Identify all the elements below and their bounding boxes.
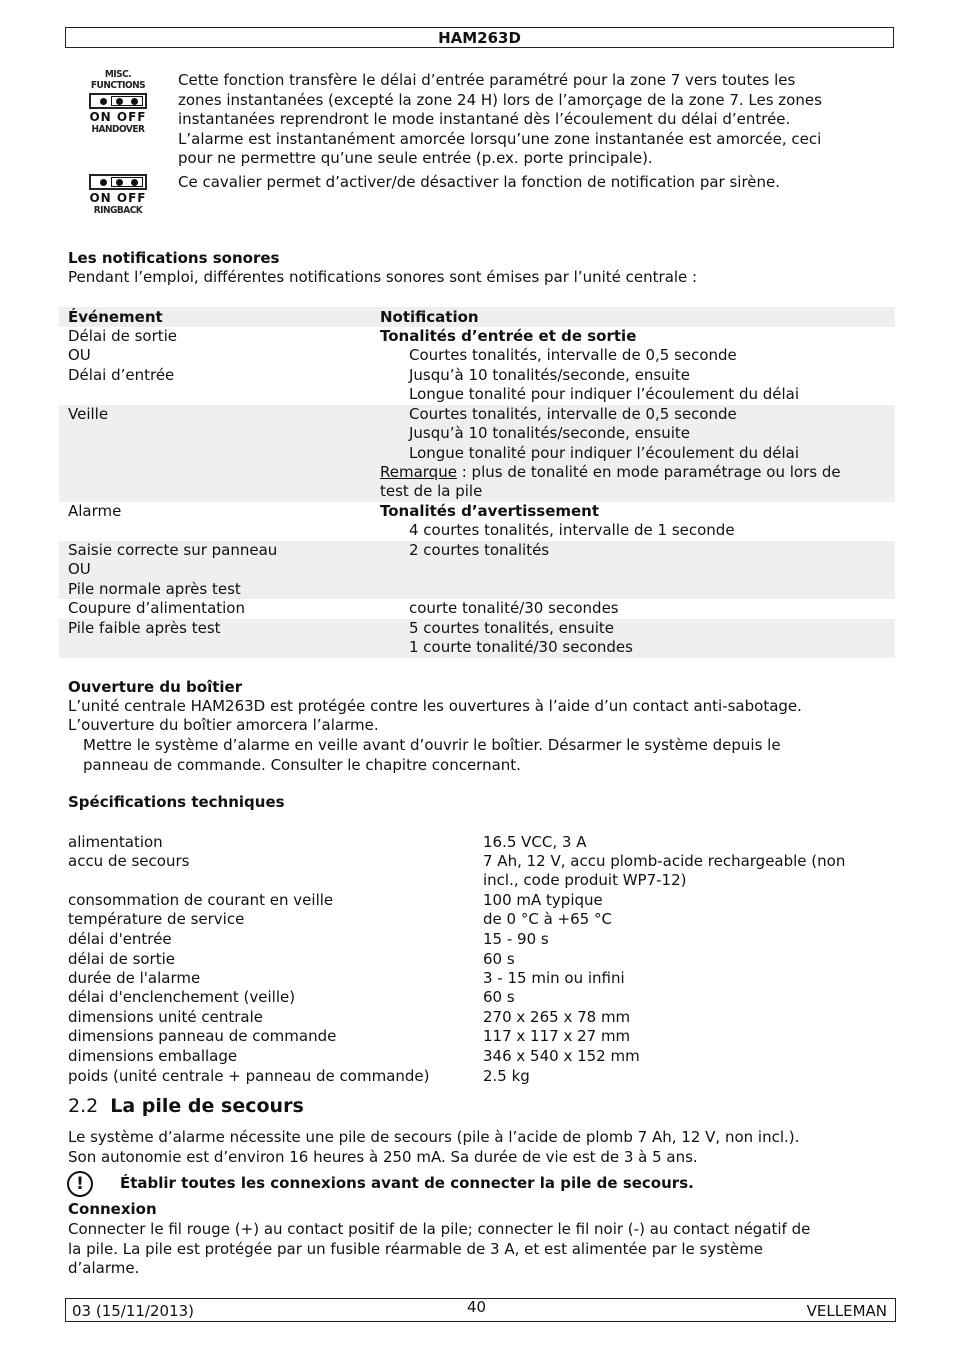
table-row bbox=[59, 502, 895, 541]
spec-label: température de service bbox=[68, 910, 245, 928]
jumper-label-functions: FUNCTIONS bbox=[90, 80, 146, 91]
jumper-label-misc: MISC. bbox=[104, 69, 132, 80]
remark-text: test de la pile bbox=[380, 482, 483, 500]
connection-heading: Connexion bbox=[68, 1200, 157, 1218]
remark-label: Remarque bbox=[380, 463, 457, 481]
notification-text: Jusqu’à 10 tonalités/seconde, ensuite bbox=[409, 424, 691, 442]
notification-text: 1 courte tonalité/30 secondes bbox=[409, 638, 633, 656]
section-title bbox=[68, 1094, 304, 1118]
tamper-text: L’unité centrale HAM263D est protégée contre les ouvertures à l’aide d’un contact anti-sabotage. bbox=[68, 697, 802, 715]
jumper-block-icon bbox=[89, 174, 147, 190]
jumper-on-off-label: ON OFF bbox=[89, 191, 147, 205]
table-header-row bbox=[59, 307, 895, 327]
spec-label: dimensions emballage bbox=[68, 1047, 238, 1065]
event-text: OU bbox=[68, 560, 91, 578]
spec-label: délai de sortie bbox=[68, 950, 175, 968]
notification-text: 4 courtes tonalités, intervalle de 1 seconde bbox=[409, 521, 735, 539]
event-text: Délai d’entrée bbox=[68, 366, 175, 384]
spec-value: 346 x 540 x 152 mm bbox=[483, 1047, 640, 1065]
notification-text: Jusqu’à 10 tonalités/seconde, ensuite bbox=[409, 366, 691, 384]
section-title-text: La pile de secours bbox=[110, 1095, 304, 1117]
event-text: Délai de sortie bbox=[68, 327, 178, 345]
spec-value: 7 Ah, 12 V, accu plomb-acide rechargeable (non bbox=[483, 852, 846, 870]
page-number: 40 bbox=[467, 1298, 487, 1316]
footer-date: 03 (15/11/2013) bbox=[72, 1302, 195, 1320]
text-line: Cette fonction transfère le délai d’entrée paramétré pour la zone 7 vers toutes les bbox=[178, 71, 796, 89]
sound-intro: Pendant l’emploi, différentes notifications sonores sont émises par l’unité centrale : bbox=[68, 268, 698, 286]
warning-text: Établir toutes les connexions avant de connecter la pile de secours. bbox=[120, 1174, 694, 1192]
connection-text: Connecter le fil rouge (+) au contact positif de la pile; connecter le fil noir (-) au contact négatif de bbox=[68, 1220, 811, 1238]
event-text: Veille bbox=[68, 405, 109, 423]
spec-label: dimensions panneau de commande bbox=[68, 1027, 337, 1045]
notification-text: 2 courtes tonalités bbox=[409, 541, 550, 559]
notification-text: Courtes tonalités, intervalle de 0,5 seconde bbox=[409, 346, 737, 364]
jumper-label-ringback: RINGBACK bbox=[93, 205, 143, 216]
event-text: Coupure d’alimentation bbox=[68, 599, 245, 617]
event-text: Saisie correcte sur panneau bbox=[68, 541, 278, 559]
event-text: Pile normale après test bbox=[68, 580, 241, 598]
spec-label: délai d'enclenchement (veille) bbox=[68, 988, 296, 1006]
remark-text: : plus de tonalité en mode paramétrage ou lors de bbox=[456, 463, 841, 481]
notification-heading: Tonalités d’avertissement bbox=[380, 502, 600, 520]
table-row bbox=[59, 599, 895, 619]
notification-heading: Tonalités d’entrée et de sortie bbox=[380, 327, 637, 345]
spec-value: 60 s bbox=[483, 988, 515, 1006]
spec-value: incl., code produit WP7-12) bbox=[483, 871, 687, 889]
footer-brand: VELLEMAN bbox=[806, 1302, 887, 1320]
model-name: HAM263D bbox=[438, 29, 521, 47]
notification-text: courte tonalité/30 secondes bbox=[409, 599, 619, 617]
section-number: 2.2 bbox=[68, 1095, 99, 1117]
spec-label: alimentation bbox=[68, 833, 163, 851]
spec-label: durée de l'alarme bbox=[68, 969, 201, 987]
text-line: pour ne permettre qu’une seule entrée (p.ex. porte principale). bbox=[178, 149, 653, 167]
table-row bbox=[59, 541, 895, 599]
spec-label: accu de secours bbox=[68, 852, 190, 870]
spec-value: 117 x 117 x 27 mm bbox=[483, 1027, 631, 1045]
spec-value: 16.5 VCC, 3 A bbox=[483, 833, 587, 851]
event-text: OU bbox=[68, 346, 91, 364]
text-line: zones instantanées (excepté la zone 24 H) lors de l’amorçage de la zone 7. Les zones bbox=[178, 90, 822, 109]
tamper-heading: Ouverture du boîtier bbox=[68, 678, 243, 696]
handover-jumper-figure bbox=[84, 69, 152, 135]
spec-label: poids (unité centrale + panneau de commande) bbox=[68, 1067, 430, 1085]
text-line: instantanées reprendront le mode instantané dès l’écoulement du délai d’entrée. bbox=[178, 110, 791, 128]
table-row bbox=[59, 619, 895, 658]
spec-label: délai d'entrée bbox=[68, 930, 172, 948]
spec-label: dimensions unité centrale bbox=[68, 1008, 263, 1026]
spec-value: de 0 °C à +65 °C bbox=[483, 910, 612, 928]
event-text: Pile faible après test bbox=[68, 619, 221, 637]
notification-text: Courtes tonalités, intervalle de 0,5 seconde bbox=[409, 405, 737, 423]
sound-heading: Les notifications sonores bbox=[68, 249, 280, 267]
spec-value: 60 s bbox=[483, 950, 515, 968]
tamper-text: L’ouverture du boîtier amorcera l’alarme. bbox=[68, 716, 379, 734]
event-text: Alarme bbox=[68, 502, 122, 520]
connection-text: d’alarme. bbox=[68, 1259, 140, 1277]
spec-value: 3 - 15 min ou infini bbox=[483, 969, 625, 987]
specs-heading: Spécifications techniques bbox=[68, 793, 285, 811]
spec-value: 100 mA typique bbox=[483, 891, 603, 909]
jumper-block-icon bbox=[89, 93, 147, 109]
warning-icon: ! bbox=[67, 1171, 93, 1197]
handover-description bbox=[178, 71, 822, 169]
connection-text: la pile. La pile est protégée par un fusible réarmable de 3 A, et est alimentée par le système bbox=[68, 1240, 763, 1258]
document-footer bbox=[65, 1298, 896, 1322]
text-line: L’alarme est instantanément amorcée lorsqu’une zone instantanée est amorcée, ceci bbox=[178, 129, 822, 148]
table-row bbox=[59, 405, 895, 502]
spec-label: consommation de courant en veille bbox=[68, 891, 334, 909]
battery-text: Le système d’alarme nécessite une pile de secours (pile à l’acide de plomb 7 Ah, 12 V, non incl.). bbox=[68, 1128, 800, 1146]
spec-value: 270 x 265 x 78 mm bbox=[483, 1008, 631, 1026]
notification-text: 5 courtes tonalités, ensuite bbox=[409, 619, 614, 637]
tamper-instruction: Mettre le système d’alarme en veille avant d’ouvrir le boîtier. Désarmer le système depuis le bbox=[83, 736, 781, 754]
table-row bbox=[59, 327, 895, 405]
notification-text: Longue tonalité pour indiquer l’écoulement du délai bbox=[409, 385, 800, 403]
document-header bbox=[65, 27, 894, 48]
battery-text: Son autonomie est d’environ 16 heures à 250 mA. Sa durée de vie est de 3 à 5 ans. bbox=[68, 1148, 698, 1166]
col-header-event: Événement bbox=[68, 308, 163, 326]
col-header-notification: Notification bbox=[380, 308, 479, 326]
spec-value: 15 - 90 s bbox=[483, 930, 549, 948]
notification-text: Longue tonalité pour indiquer l’écoulement du délai bbox=[409, 444, 800, 462]
jumper-label-handover: HANDOVER bbox=[91, 124, 145, 135]
tamper-instruction: panneau de commande. Consulter le chapitre concernant. bbox=[83, 756, 521, 774]
ringback-description: Ce cavalier permet d’activer/de désactiver la fonction de notification par sirène. bbox=[178, 173, 781, 191]
ringback-jumper-figure bbox=[84, 172, 152, 216]
notification-remark bbox=[380, 463, 841, 483]
jumper-on-off-label: ON OFF bbox=[89, 110, 147, 124]
spec-value: 2.5 kg bbox=[483, 1067, 530, 1085]
